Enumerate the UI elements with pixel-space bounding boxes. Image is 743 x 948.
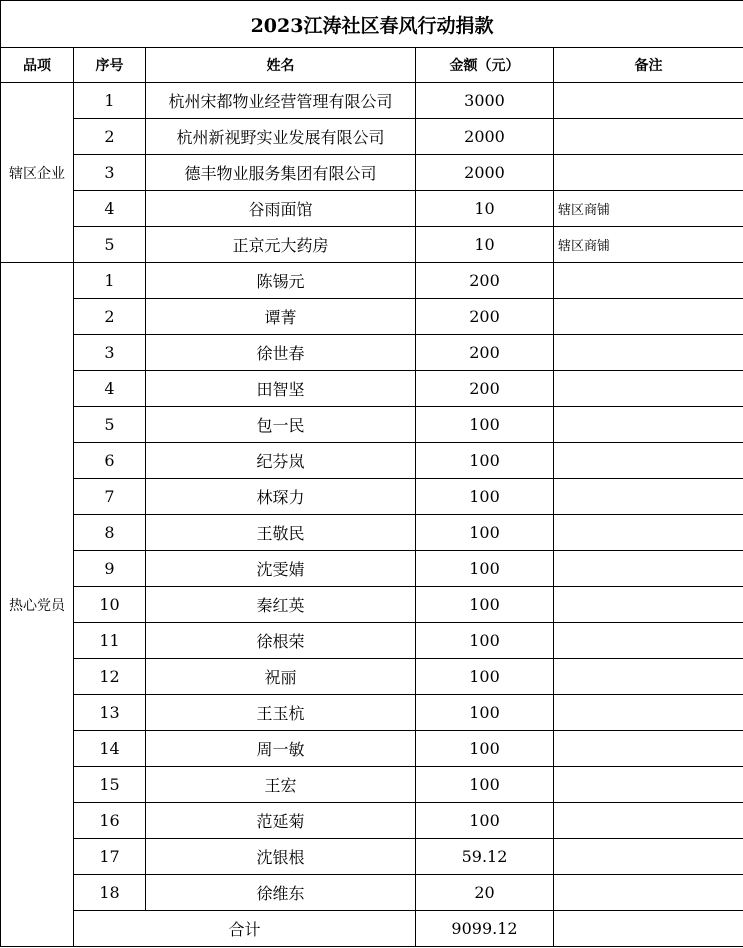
amount-cell: 100 [416, 659, 554, 695]
note-cell [554, 371, 743, 407]
table-row [1, 623, 743, 659]
note-cell [554, 515, 743, 551]
table-row [1, 263, 743, 299]
note-cell: 辖区商铺 [554, 191, 743, 227]
category-cell: 辖区企业 [1, 83, 74, 263]
seq-cell: 4 [74, 191, 146, 227]
header-note: 备注 [554, 48, 743, 83]
name-cell: 沈银根 [146, 839, 416, 875]
name-cell: 徐世春 [146, 335, 416, 371]
note-cell [554, 695, 743, 731]
seq-cell: 2 [74, 299, 146, 335]
note-cell [554, 263, 743, 299]
name-cell: 范延菊 [146, 803, 416, 839]
seq-cell: 3 [74, 155, 146, 191]
note-cell [554, 479, 743, 515]
amount-cell: 100 [416, 551, 554, 587]
category-cell: 热心党员 [1, 263, 74, 947]
name-cell: 田智坚 [146, 371, 416, 407]
table-row [1, 659, 743, 695]
name-cell: 沈雯婧 [146, 551, 416, 587]
note-cell [554, 659, 743, 695]
name-cell: 徐维东 [146, 875, 416, 911]
table-row [1, 731, 743, 767]
name-cell: 杭州宋都物业经营管理有限公司 [146, 83, 416, 119]
table-row [1, 191, 743, 227]
header-name: 姓名 [146, 48, 416, 83]
note-cell [554, 803, 743, 839]
note-cell [554, 407, 743, 443]
table-row [1, 515, 743, 551]
name-cell: 王玉杭 [146, 695, 416, 731]
table-row [1, 767, 743, 803]
total-note [554, 911, 743, 947]
name-cell: 陈锡元 [146, 263, 416, 299]
seq-cell: 12 [74, 659, 146, 695]
seq-cell: 5 [74, 407, 146, 443]
name-cell: 德丰物业服务集团有限公司 [146, 155, 416, 191]
seq-cell: 9 [74, 551, 146, 587]
name-cell: 祝丽 [146, 659, 416, 695]
seq-cell: 5 [74, 227, 146, 263]
name-cell: 谭菁 [146, 299, 416, 335]
table-row [1, 83, 743, 119]
amount-cell: 100 [416, 407, 554, 443]
seq-cell: 10 [74, 587, 146, 623]
table-row [1, 155, 743, 191]
note-cell [554, 551, 743, 587]
table-row [1, 407, 743, 443]
seq-cell: 6 [74, 443, 146, 479]
note-cell [554, 875, 743, 911]
seq-cell: 11 [74, 623, 146, 659]
table-row [1, 839, 743, 875]
seq-cell: 2 [74, 119, 146, 155]
amount-cell: 100 [416, 479, 554, 515]
amount-cell: 10 [416, 227, 554, 263]
name-cell: 纪芬岚 [146, 443, 416, 479]
header-seq: 序号 [74, 48, 146, 83]
name-cell: 周一敏 [146, 731, 416, 767]
note-cell [554, 155, 743, 191]
name-cell: 王宏 [146, 767, 416, 803]
amount-cell: 3000 [416, 83, 554, 119]
table-row [1, 371, 743, 407]
amount-cell: 100 [416, 767, 554, 803]
name-cell: 王敬民 [146, 515, 416, 551]
note-cell: 辖区商铺 [554, 227, 743, 263]
table-row [1, 803, 743, 839]
table-row [1, 227, 743, 263]
note-cell [554, 731, 743, 767]
amount-cell: 200 [416, 263, 554, 299]
table-row [1, 875, 743, 911]
note-cell [554, 335, 743, 371]
seq-cell: 18 [74, 875, 146, 911]
seq-cell: 4 [74, 371, 146, 407]
amount-cell: 20 [416, 875, 554, 911]
table-row [1, 479, 743, 515]
note-cell [554, 83, 743, 119]
name-cell: 林琛力 [146, 479, 416, 515]
seq-cell: 7 [74, 479, 146, 515]
seq-cell: 1 [74, 83, 146, 119]
note-cell [554, 587, 743, 623]
amount-cell: 100 [416, 443, 554, 479]
amount-cell: 100 [416, 623, 554, 659]
table-row [1, 335, 743, 371]
amount-cell: 200 [416, 335, 554, 371]
amount-cell: 100 [416, 731, 554, 767]
table-row [1, 443, 743, 479]
amount-cell: 2000 [416, 119, 554, 155]
seq-cell: 1 [74, 263, 146, 299]
total-amount: 9099.12 [416, 911, 554, 947]
seq-cell: 15 [74, 767, 146, 803]
name-cell: 徐根荣 [146, 623, 416, 659]
note-cell [554, 119, 743, 155]
amount-cell: 2000 [416, 155, 554, 191]
seq-cell: 16 [74, 803, 146, 839]
name-cell: 秦红英 [146, 587, 416, 623]
header-amount: 金额（元） [416, 48, 554, 83]
note-cell [554, 443, 743, 479]
table-row [1, 551, 743, 587]
name-cell: 谷雨面馆 [146, 191, 416, 227]
total-label: 合计 [74, 911, 416, 947]
amount-cell: 10 [416, 191, 554, 227]
table-row [1, 299, 743, 335]
table-row [1, 119, 743, 155]
name-cell: 杭州新视野实业发展有限公司 [146, 119, 416, 155]
amount-cell: 100 [416, 515, 554, 551]
table-row [1, 587, 743, 623]
note-cell [554, 767, 743, 803]
seq-cell: 3 [74, 335, 146, 371]
table-row [1, 695, 743, 731]
header-row [1, 48, 743, 83]
name-cell: 正京元大药房 [146, 227, 416, 263]
title-row [1, 1, 743, 48]
seq-cell: 17 [74, 839, 146, 875]
header-category: 品项 [1, 48, 74, 83]
amount-cell: 100 [416, 695, 554, 731]
amount-cell: 59.12 [416, 839, 554, 875]
note-cell [554, 839, 743, 875]
name-cell: 包一民 [146, 407, 416, 443]
seq-cell: 13 [74, 695, 146, 731]
note-cell [554, 299, 743, 335]
amount-cell: 100 [416, 587, 554, 623]
amount-cell: 200 [416, 371, 554, 407]
amount-cell: 100 [416, 803, 554, 839]
seq-cell: 8 [74, 515, 146, 551]
note-cell [554, 623, 743, 659]
seq-cell: 14 [74, 731, 146, 767]
total-row [1, 911, 743, 947]
amount-cell: 200 [416, 299, 554, 335]
page-title: 2023江涛社区春风行动捐款 [1, 1, 743, 48]
